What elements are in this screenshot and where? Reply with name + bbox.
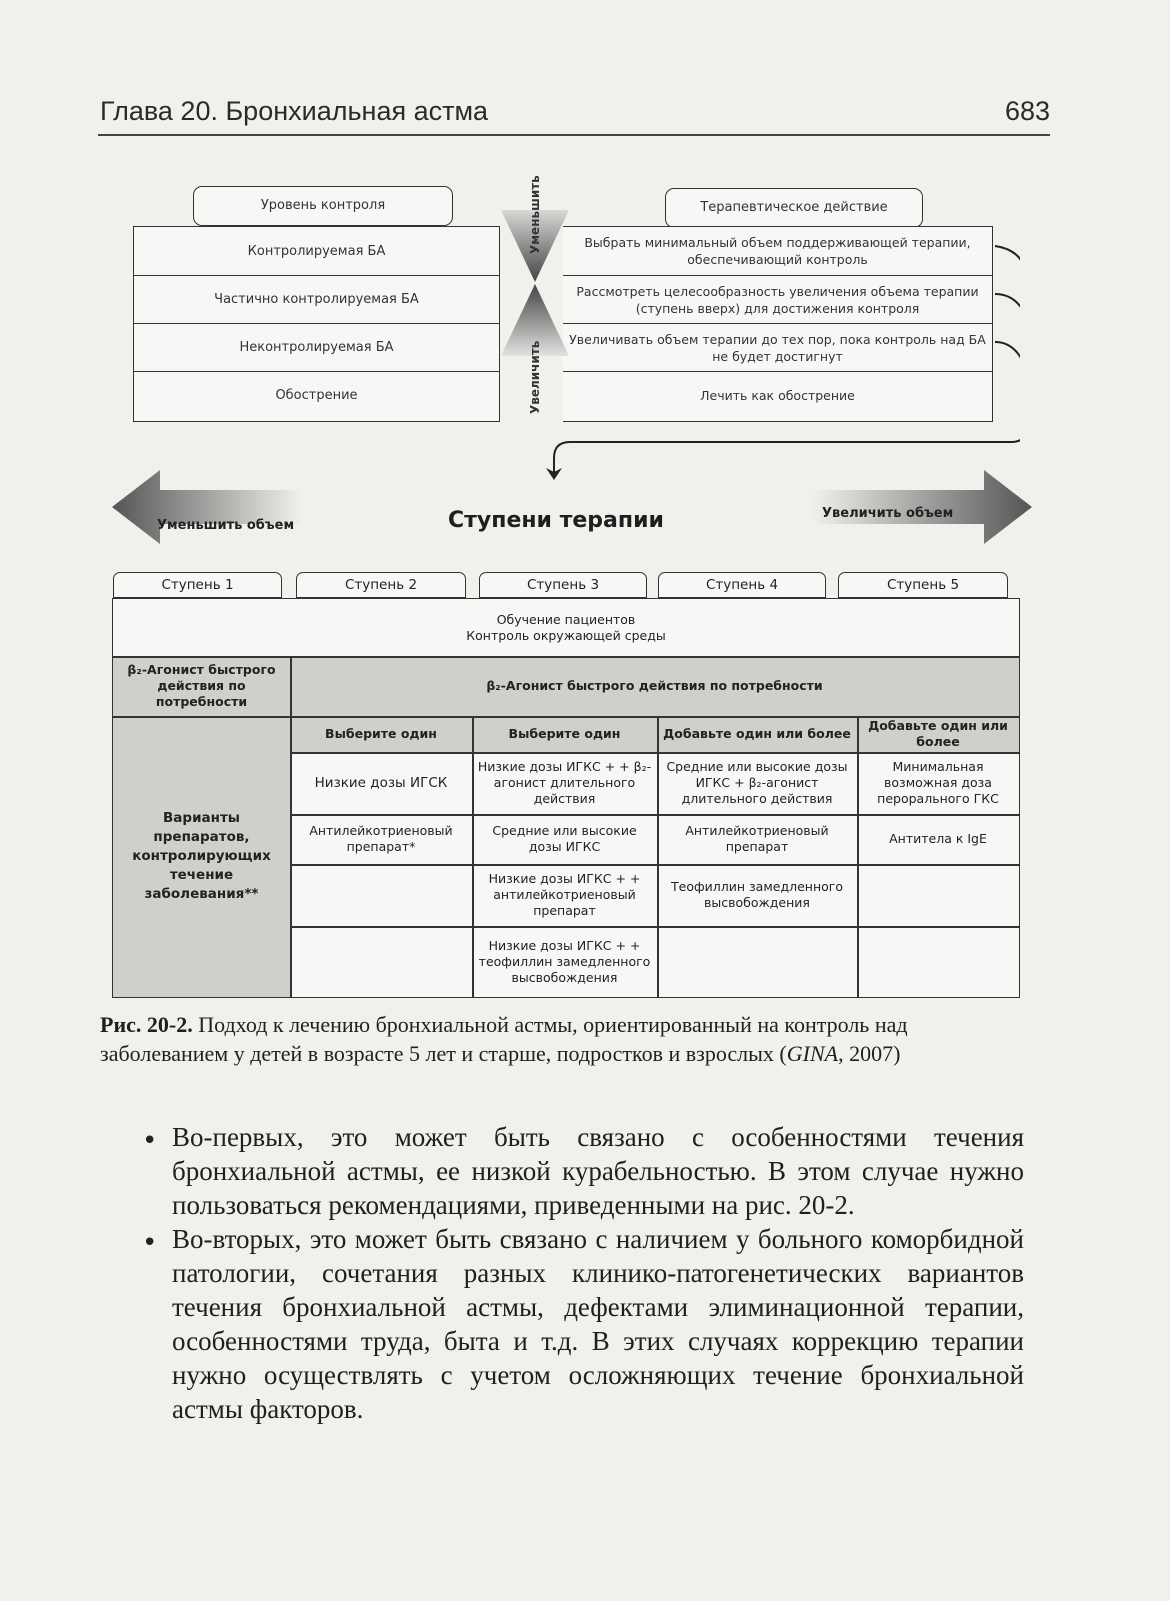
- action-step-up: Рассмотреть целесообразность увеличения объема терапии (ступень вверх) для достижения контроля: [563, 275, 992, 323]
- grid-line: [657, 716, 659, 997]
- action-increase: Увеличивать объем терапии до тех пор, пока контроль над БА не будет достигнут: [563, 323, 992, 371]
- col3-row1: Низкие дозы ИГКС + + β₂-агонист длительного действия: [477, 759, 652, 806]
- grid-line: [290, 656, 292, 997]
- education-row: [113, 599, 1019, 656]
- step-3-tab: Ступень 3: [479, 572, 647, 598]
- col5-row3-empty: [857, 864, 1019, 926]
- col4-row1: Средние или высокие дозы ИГКС + β₂-агонист длительного действия: [666, 759, 848, 806]
- decrease-vertical-label: Уменьшить: [528, 175, 542, 254]
- col4-row2: Антилейкотриеновый препарат: [685, 823, 829, 854]
- level-partly-controlled: Частично контролируемая БА: [134, 275, 499, 323]
- level-exacerbation: Обострение: [134, 371, 499, 419]
- col3-row3: Низкие дозы ИГКС + + антилейкотриеновый препарат: [488, 871, 641, 918]
- col2-row3-empty: [290, 864, 472, 926]
- caption-text-end: , 2007): [838, 1041, 901, 1066]
- education-line-2: Контроль окружающей среды: [466, 627, 666, 643]
- grid-line: [290, 864, 1019, 866]
- step-1-tab: Ступень 1: [113, 572, 282, 598]
- bullet-paragraph-1: Во-первых, это может быть связано с особенностями течения бронхиальной астмы, ее низкой курабельностью. В этом случае нужно пользоваться рекомендациями, приведенными на рис. 20-2.: [172, 1122, 1024, 1220]
- grid-line: [290, 926, 1019, 928]
- grid-line: [290, 752, 1019, 754]
- level-controlled: Контролируемая БА: [247, 243, 386, 259]
- level-uncontrolled: Неконтролируемая БА: [134, 323, 499, 371]
- decrease-volume-label: Уменьшить объем: [157, 518, 295, 533]
- col4-head: Добавьте один или более: [663, 726, 851, 741]
- steps-title: Ступени терапии: [448, 508, 664, 533]
- agonist-all-steps-cell: β₂-Агонист быстрого действия по потребности: [486, 678, 823, 693]
- caption-source: GINA: [786, 1041, 839, 1066]
- control-level-header: Уровень контроля: [193, 186, 453, 226]
- caption-text: Подход к лечению бронхиальной астмы, ориентированный на контроль над заболеванием у детей в возрасте 5 лет и старше, подростков и взрослых (: [100, 1012, 908, 1066]
- grid-line: [113, 656, 1019, 658]
- step-5-tab: Ступень 5: [838, 572, 1008, 598]
- grid-line: [472, 716, 474, 997]
- bullet-icon: •: [142, 1228, 158, 1258]
- grid-line: [290, 814, 1019, 816]
- bullet-icon: •: [142, 1126, 158, 1156]
- control-levels-box: [133, 226, 500, 422]
- education-line-1: Обучение пациентов: [496, 611, 636, 627]
- grid-line: [113, 716, 1019, 718]
- step-2-tab: Ступень 2: [296, 572, 466, 598]
- col2-head: Выберите один: [325, 726, 437, 741]
- chapter-title: Глава 20. Бронхиальная астма: [100, 96, 489, 126]
- header-rule: [98, 134, 1050, 136]
- options-label-cell: Варианты препаратов, контролирующих течение заболевания**: [132, 810, 271, 902]
- col3-head: Выберите один: [508, 726, 621, 741]
- therapeutic-action-header: Терапевтическое действие: [665, 188, 923, 228]
- col3-row4: Низкие дозы ИГКС + + теофиллин замедленного высвобождения: [478, 937, 651, 985]
- grid-line: [857, 716, 859, 997]
- col5-row2: Антитела к IgE: [889, 831, 987, 846]
- bullet-paragraph-2: Во-вторых, это может быть связано с наличием у больного коморбидной патологии, сочетания разных клинико-патогенетических вариантов течения бронхиальной астмы, дефектами элиминационной терапии, особенностями труда, быта и т.д. В этих случаях коррекцию терапии нужно осуществлять с учетом осложняющих течение бронхиальной астмы факторов.: [172, 1224, 1024, 1424]
- figure-caption: [100, 1010, 1026, 1068]
- col5-row1: Минимальная возможная доза перорального ГКС: [877, 759, 999, 806]
- action-exacerbation: Лечить как обострение: [563, 371, 992, 419]
- step-4-tab: Ступень 4: [658, 572, 826, 598]
- col4-row3: Теофиллин замедленного высвобождения: [671, 879, 843, 910]
- col2-row1: Низкие дозы ИГСК: [314, 775, 448, 791]
- page-number: 683: [1005, 96, 1051, 126]
- feedback-arrows: [540, 240, 1020, 480]
- action-minimal: Выбрать минимальный объем поддерживающей терапии, обеспечивающий контроль: [584, 235, 971, 267]
- col3-row2: Средние или высокие дозы ИГКС: [492, 823, 637, 854]
- col2-row2: Антилейкотриеновый препарат*: [309, 823, 453, 854]
- increase-volume-label: Увеличить объем: [822, 506, 954, 521]
- step1-agonist-cell: β₂-Агонист быстрого действия по потребности: [127, 662, 276, 709]
- increase-vertical-label: Увеличить: [528, 340, 542, 414]
- col5-head: Добавьте один или более: [868, 718, 1008, 749]
- caption-label: Рис. 20-2.: [100, 1012, 193, 1037]
